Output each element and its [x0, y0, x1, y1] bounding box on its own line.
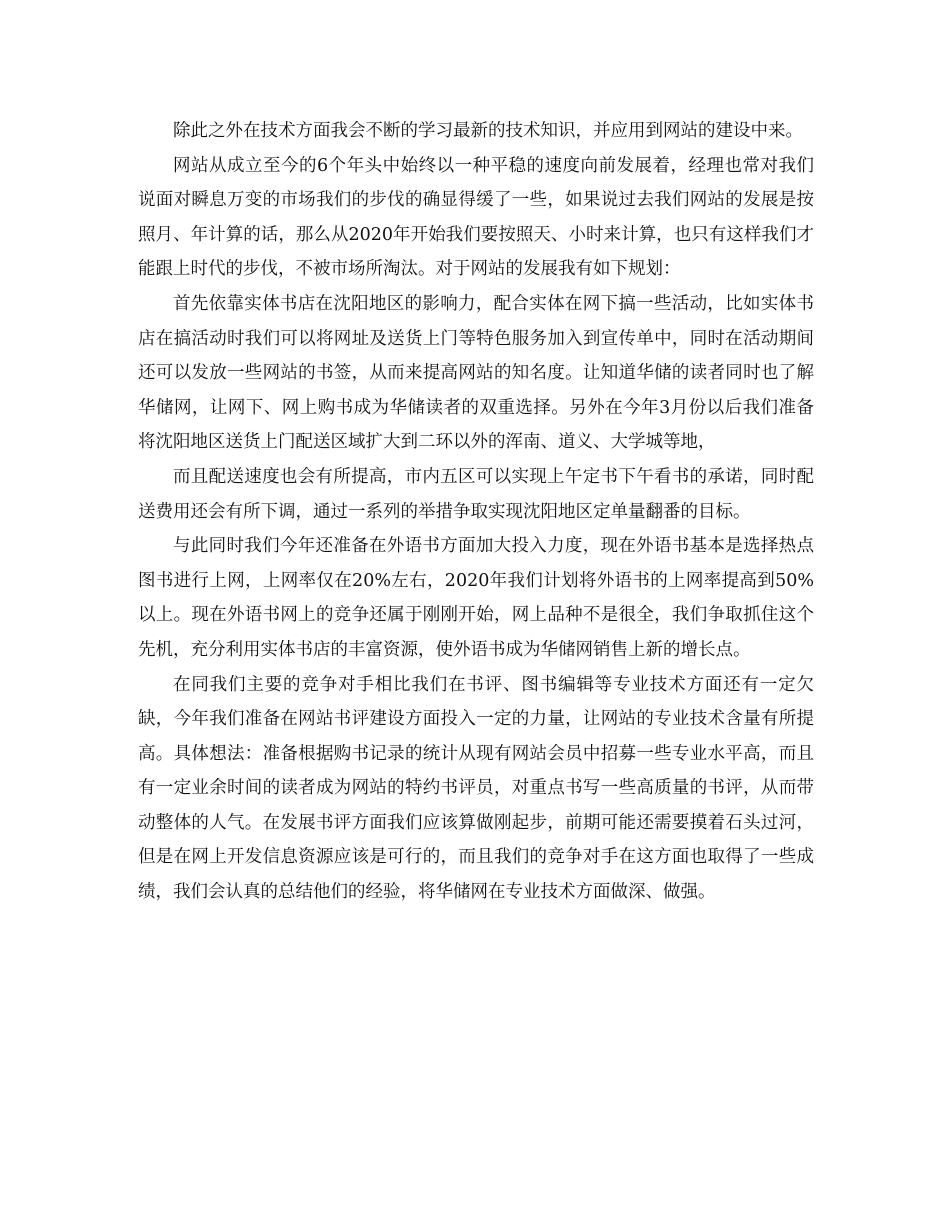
paragraph-delivery-speed: 而且配送速度也会有所提高，市内五区可以实现上午定书下午看书的承诺，同时配送费用还会有所下调，通过一系列的举措争取实现沈阳地区定单量翻番的目标。 [138, 466, 814, 522]
paragraph-physical-store-promotion: 首先依靠实体书店在沈阳地区的影响力，配合实体在网下搞一些活动，比如实体书店在搞活动时我们可以将网址及送货上门等特色服务加入到宣传单中，同时在活动期间还可以发放一些网站的书签，从而来提高网站的知名度。让知道华储的读者同时也了解华储网，让网下、网上购书成为华储读者的双重选择。另外在今年3月份以后我们准备将沈阳地区送货上门配送区域扩大到二环以外的浑南、道义、大学城等地， [138, 293, 814, 453]
paragraph-foreign-language-books: 与此同时我们今年还准备在外语书方面加大投入力度，现在外语书基本是选择热点图书进行上网，上网率仅在20%左右，2020年我们计划将外语书的上网率提高到50%以上。现在外语书网上的竞争还属于刚刚开始，网上品种不是很全，我们争取抓住这个先机，充分利用实体书店的丰富资源，使外语书成为华储网销售上新的增长点。 [138, 536, 814, 660]
paragraph-tech-learning: 除此之外在技术方面我会不断的学习最新的技术知识，并应用到网站的建设中来。 [173, 121, 803, 141]
paragraph-book-reviews: 在同我们主要的竞争对手相比我们在书评、图书编辑等专业技术方面还有一定欠缺，今年我们准备在网站书评建设方面投入一定的力量，让网站的专业技术含量有所提高。具体想法：准备根据购书记录的统计从现有网站会员中招募一些专业水平高，而且有一定业余时间的读者成为网站的特约书评员，对重点书写一些高质量的书评，从而带动整体的人气。在发展书评方面我们应该算做刚起步，前期可能还需要摸着石头过河，但是在网上开发信息资源应该是可行的，而且我们的竞争对手在这方面也取得了一些成绩，我们会认真的总结他们的经验，将华储网在专业技术方面做深、做强。 [138, 674, 814, 903]
document-body [138, 114, 814, 910]
paragraph-site-development: 网站从成立至今的6个年头中始终以一种平稳的速度向前发展着，经理也常对我们说面对瞬息万变的市场我们的步伐的确显得缓了一些，如果说过去我们网站的发展是按照月、年计算的话，那么从2020年开始我们要按照天、小时来计算，也只有这样我们才能跟上时代的步伐，不被市场所淘汰。对于网站的发展我有如下规划： [138, 155, 814, 280]
